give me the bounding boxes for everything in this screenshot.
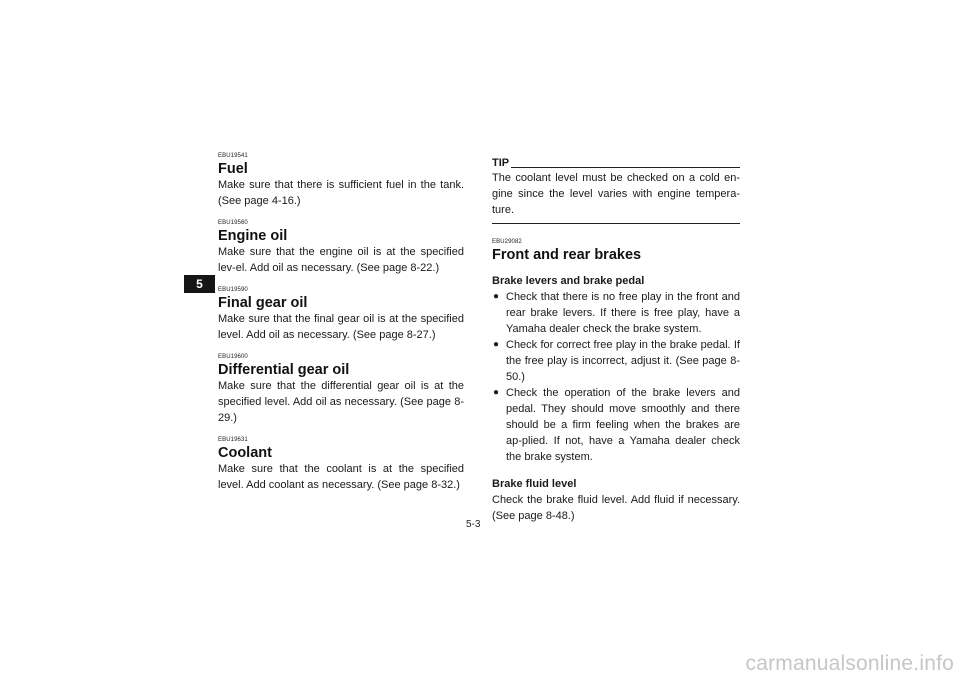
- section-text: Make sure that there is sufficient fuel in the tank. (See page 4-16.): [218, 179, 464, 207]
- tip-label: TIP: [492, 157, 510, 169]
- brakes-title: Front and rear brakes: [492, 247, 642, 263]
- section-engine-oil: [218, 219, 464, 276]
- section-code: EBU19560: [218, 220, 248, 226]
- brake-fluid-subheading: Brake fluid level: [492, 478, 577, 490]
- left-column: [218, 152, 464, 503]
- list-item-text: Check for correct free play in the brake pedal. If the free play is incorrect, adjust it. (See page 8-50.): [506, 339, 740, 383]
- tip-header: [492, 157, 740, 170]
- section-code: EBU19600: [218, 354, 248, 360]
- right-column: [492, 157, 740, 524]
- brake-levers-subheading: Brake levers and brake pedal: [492, 275, 645, 287]
- tip-footer-rule: [492, 223, 740, 224]
- list-item: [492, 337, 740, 385]
- list-item-text: Check the operation of the brake levers and pedal. They should move smoothly and there should be a firm feeling when the brakes are ap-plied. If not, have a Yamaha dealer check the brake system.: [506, 387, 740, 463]
- section-fuel: [218, 152, 464, 209]
- section-code: EBU19590: [218, 287, 248, 293]
- bullet-icon: ●: [493, 291, 500, 302]
- list-item-text: Check that there is no free play in the front and rear brake levers. If there is free play, have a Yamaha dealer check the brake system.: [506, 291, 740, 335]
- section-code: EBU29082: [492, 239, 522, 245]
- section-title: Coolant: [218, 445, 272, 461]
- section-text: Make sure that the coolant is at the specified level. Add coolant as necessary. (See page 8-32.): [218, 463, 464, 491]
- brake-fluid-text: Check the brake fluid level. Add fluid if necessary. (See page 8-48.): [492, 494, 740, 522]
- section-code: EBU19541: [218, 153, 248, 159]
- section-coolant: [218, 436, 464, 493]
- section-code: EBU19631: [218, 437, 248, 443]
- brake-checklist: [492, 289, 740, 465]
- section-differential-gear-oil: [218, 353, 464, 426]
- section-title: Engine oil: [218, 228, 288, 244]
- bullet-icon: ●: [493, 339, 500, 350]
- page-number: 5-3: [466, 519, 481, 530]
- list-item: [492, 289, 740, 337]
- section-text: Make sure that the final gear oil is at the specified level. Add oil as necessary. (See page 8-27.): [218, 313, 464, 341]
- section-title: Differential gear oil: [218, 362, 350, 378]
- section-title: Fuel: [218, 161, 248, 177]
- bullet-icon: ●: [493, 387, 500, 398]
- list-item: [492, 385, 740, 465]
- section-final-gear-oil: [218, 286, 464, 343]
- tip-text: The coolant level must be checked on a cold en-gine since the level varies with engine tempera-ture.: [492, 172, 740, 216]
- tip-header-rule: [511, 167, 740, 168]
- watermark: carmanualsonline.info: [745, 652, 954, 675]
- section-title: Final gear oil: [218, 295, 308, 311]
- chapter-tab: 5: [184, 275, 215, 293]
- section-text: Make sure that the engine oil is at the specified lev-el. Add oil as necessary. (See page 8-22.): [218, 246, 464, 274]
- section-text: Make sure that the differential gear oil is at the specified level. Add oil as necessary. (See page 8-29.): [218, 380, 464, 424]
